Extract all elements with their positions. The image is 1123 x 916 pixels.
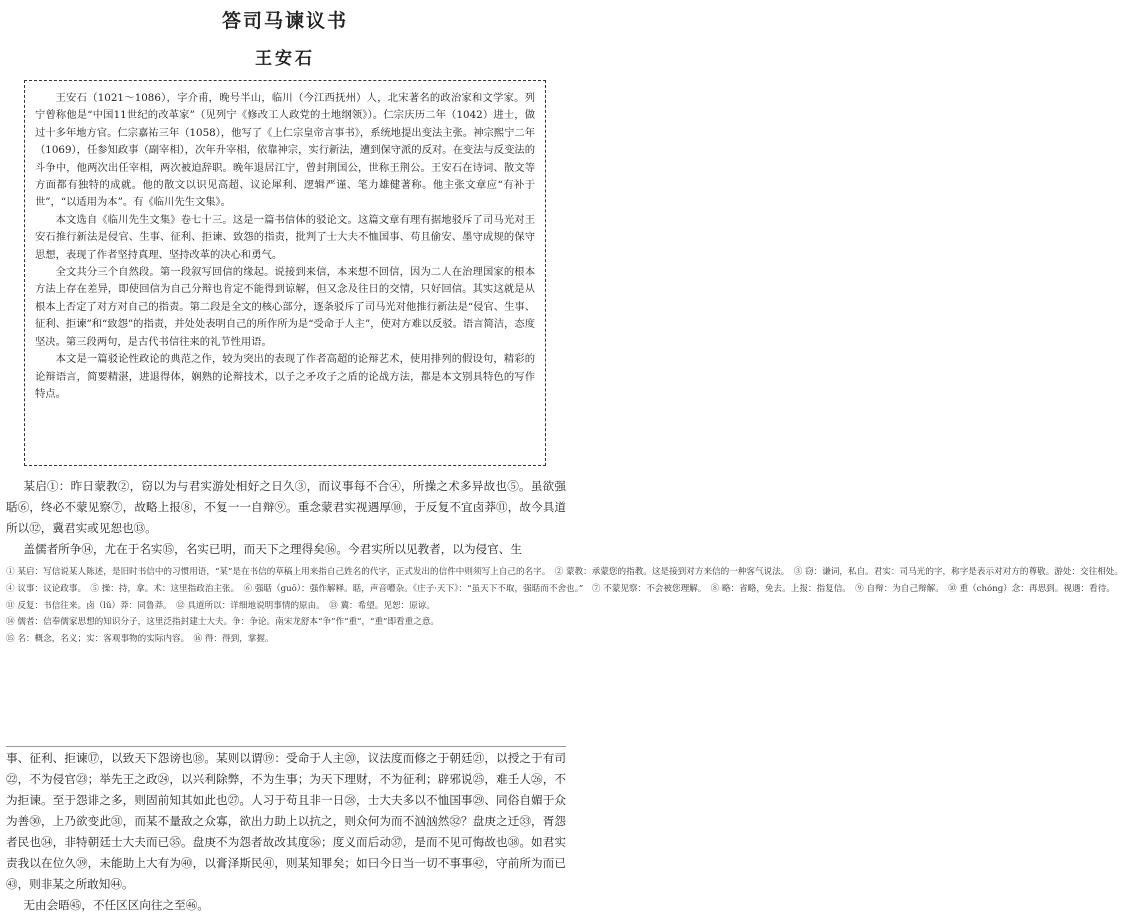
intro-paragraph: 全文共分三个自然段。第一段叙写回信的缘起。说接到来信，本来想不回信，因为二人在治理国家的根本方法上存在差异，即使回信为自己分辩也肯定不能得到谅解，但又念及往日的交情，只好回信。其实这就是从根本上否定了对方对自己的指责。第二段是全文的核心部分，逐条驳斥了司马光对他推行新法是“侵官、生事、征利、拒谏”和“致怨”的指责，并处处表明自己的所作所为是“受命于人主”，使对方难以反驳。语言简洁，态度坚决。第三段两句，是古代书信往来的礼节性用语。 [35,266,535,348]
intro-paragraph: 王安石（1021～1086），字介甫，晚号半山，临川（今江西抚州）人，北宋著名的政治家和文学家。列宁曾称他是“中国11世纪的改革家”（见列宁《修改工人政党的土地纲领》）。仁宗庆历二年（1042）进士，做过十多年地方官。仁宗嘉祐三年（1058），他写了《上仁宗皇帝言事书》，系统地提出变法主张。神宗熙宁二年（1069），任参知政事（副宰相），次年升宰相，依靠神宗，实行新法，遭到保守派的反对。在变法与反变法的斗争中，他两次出任宰相，两次被迫辞职。晚年退居江宁，曾封荆国公，世称王荆公。王安石在诗词、散文等方面都有独特的成就。他的散文以识见高超、议论犀利、逻辑严谨、笔力雄健著称。他主张文章应“有补于世”，“以适用为本”。有《临川先生文集》。 [35,92,535,209]
main-text-lower [6,748,566,912]
introduction-box [24,80,546,466]
main-text-upper [6,476,566,560]
footnote-line: ① 某启：写信说某人陈述，是旧时书信中的习惯用语，“某”是在书信的草稿上用来指自己姓名的代字，正式发出的信件中则须写上自己的名字。 ② 蒙教：承蒙您的指教。这是接到对方来信的一种客气说法。 ③ 窃：谦词，私自。君实：司马光的字，称字是表示对对方的尊敬。游处：交往相处。 [6,567,1123,577]
intro-paragraph: 本文是一篇驳论性政论的典范之作，较为突出的表现了作者高超的论辩艺术，使用排列的假设句，精彩的论辩语言，简要精湛，进退得体，娴熟的论辩技术，以子之矛攻子之盾的论战方法，都是本文别具特色的写作特点。 [35,353,535,400]
page-divider [6,746,566,747]
author-name: 王安石 [255,49,315,69]
text-paragraph: 某启①：昨日蒙教②，窃以为与君实游处相好之日久③，而议事每不合④，所操之术多异故也⑤。虽欲强聒⑥，终必不蒙见察⑦，故略上报⑧，不复一一自辩⑨。重念蒙君实视遇厚⑩，于反复不宜卤莽⑪，故今具道所以⑫，冀君实或见恕也⑬。 [6,479,566,535]
text-paragraph: 无由会晤㊺，不任区区向往之至㊻。 [23,898,209,912]
footnote-line: ⑪ 反复：书信往来。卤（lǔ）莽：同鲁莽。 ⑫ 具道所以：详细地说明事情的原由。 ⑬ 冀：希望。见恕：原谅。 [6,600,435,611]
text-paragraph: 盖儒者所争⑭，尤在于名实⑮，名实已明，而天下之理得矣⑯。今君实所以见教者，以为侵官、生 [23,542,522,556]
intro-paragraph: 本文选自《临川先生文集》卷七十三。这是一篇书信体的驳论文。这篇文章有理有据地驳斥了司马光对王安石推行新法是侵官、生事、征利、拒谏、致怨的指责，批判了士大夫不恤国事、苟且偷安、墨守成规的保守思想，表现了作者坚持真理、坚持改革的决心和勇气。 [35,213,535,261]
footnote-line: ⑭ 儒者：信奉儒家思想的知识分子，这里泛指封建士大夫。争：争论。南宋龙舒本“争”作“重”，“重”即看重之意。 [6,617,440,628]
text-paragraph: 事、征利、拒谏⑰，以致天下怨谤也⑱。某则以谓⑲：受命于人主⑳，议法度而修之于朝廷㉑，以授之于有司㉒，不为侵官㉓；举先王之政㉔，以兴利除弊，不为生事；为天下理财，不为征利；辟邪说㉕，难壬人㉖，不为拒谏。至于怨诽之多，则固前知其如此也㉗。人习于苟且非一日㉘，士大夫多以不恤国事㉙、同俗自媚于众为善㉚，上乃欲变此㉛，而某不量敌之众寡，欲出力助上以抗之，则众何为而不汹汹然㉜？盘庚之迁㉝，胥怨者民也㉞，非特朝廷士大夫而已㉟。盘庚不为怨者故改其度㊱；度义而后动㊲，是而不见可悔故也㊳。如君实责我以在位久㊴，未能助上大有为㊵，以膏泽斯民㊶，则某知罪矣；如曰今日当一切不事事㊷，守前所为而已㊸，则非某之所敢知㊹。 [6,751,566,891]
footnote-line: ⑮ 名：概念，名义；实：客观事物的实际内容。 ⑯ 得：得到，掌握。 [6,634,274,645]
essay-title: 答司马谏议书 [221,10,348,32]
footnotes [6,564,1123,648]
footnote-line: ④ 议事：议论政事。 ⑤ 操：持，拿。术：这里指政治主张。 ⑥ 强聒（guō）：强作解释。聒，声音嘈杂。《庄子·天下》：“虽天下不取，强聒而不舍也。” ⑦ 不蒙见察：不会被您理解。 ⑧ 略：省略，免去。上报：指复信。 ⑨ 自辩：为自己辩解。 ⑩ 重（chóng）念：再思到。视遇：看待。 [6,583,1115,594]
